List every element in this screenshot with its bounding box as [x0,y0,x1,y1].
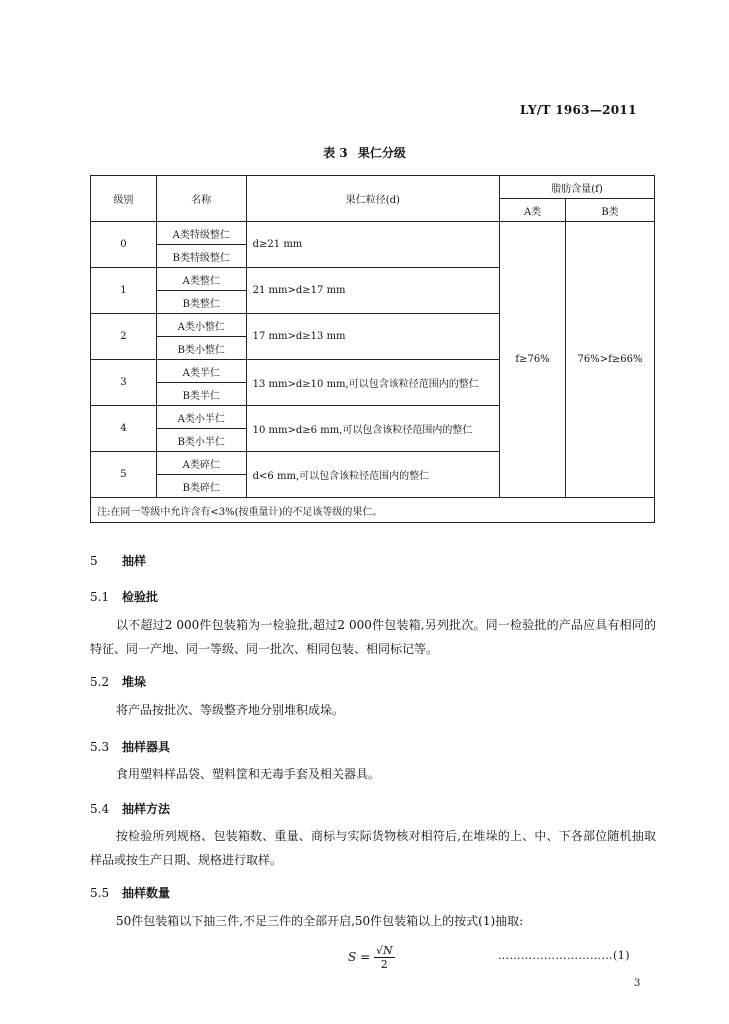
section-5-3-heading [90,738,170,755]
name-cell: B类小整仁 [156,337,246,360]
name-cell: B类特级整仁 [156,245,246,268]
fat-b-cell: 76%>f≥66% [566,222,655,498]
table-row [91,222,655,245]
section-5-1-text: 以不超过2 000件包装箱为一检验批,超过2 000件包装箱,另列批次。同一检验批的产品应具有相同的特征、同一产地、同一等级、同一批次、相同包装、相同标记等。 [90,618,656,656]
section-title: 检验批 [122,590,159,604]
size-cell: d≥21 mm [246,222,499,268]
formula-number: …………………………(1) [498,949,631,962]
section-5-4-heading [90,800,170,817]
name-cell: A类整仁 [156,268,246,291]
size-cell: 21 mm>d≥17 mm [246,268,499,314]
fat-a-cell: f≥76% [500,222,566,498]
table-note-row [91,498,655,523]
size-cell: d<6 mm,可以包含该粒径范围内的整仁 [246,452,499,498]
header-name: 名称 [156,176,246,222]
size-cell: 13 mm>d≥10 mm,可以包含该粒径范围内的整仁 [246,360,499,406]
section-number: 5.1 [90,590,110,604]
section-number: 5.4 [90,802,110,816]
name-cell: B类整仁 [156,291,246,314]
header-fat: 脂肪含量(f) [500,176,655,199]
section-title: 堆垛 [122,675,147,689]
name-cell: A类小半仁 [156,406,246,429]
formula-lhs: S [348,950,357,964]
name-cell: B类小半仁 [156,429,246,452]
grade-cell: 1 [91,268,157,314]
sample-size-formula [348,944,395,971]
table-header-row [91,176,655,199]
formula-equals: = [360,950,371,964]
formula-fraction [374,944,395,971]
section-5-1-heading [90,588,158,605]
formula-denominator: 2 [380,958,388,971]
grade-cell: 4 [91,406,157,452]
name-cell: A类小整仁 [156,314,246,337]
name-cell: A类半仁 [156,360,246,383]
section-number: 5.5 [90,886,110,900]
table-caption [0,144,729,161]
section-title: 抽样器具 [122,740,171,754]
section-number: 5.3 [90,740,110,754]
grade-cell: 0 [91,222,157,268]
grade-cell: 3 [91,360,157,406]
header-size: 果仁粒径(d) [246,176,499,222]
section-title: 抽样方法 [122,802,171,816]
size-cell: 10 mm>d≥6 mm,可以包含该粒径范围内的整仁 [246,406,499,452]
section-5-3-text: 食用塑料样品袋、塑料筐和无毒手套及相关器具。 [116,767,381,781]
size-cell: 17 mm>d≥13 mm [246,314,499,360]
header-grade: 级别 [91,176,157,222]
page-number: 3 [634,978,641,989]
grade-cell: 2 [91,314,157,360]
grade-cell: 5 [91,452,157,498]
section-title: 抽样 [122,554,147,568]
name-cell: A类碎仁 [156,452,246,475]
table-note: 注:在同一等级中允许含有<3%(按重量计)的不足该等级的果仁。 [91,498,655,523]
table-caption-label: 表 3 [323,146,348,160]
name-cell: B类碎仁 [156,475,246,498]
formula-numerator: √N [375,944,393,957]
section-number: 5.2 [90,675,110,689]
section-5-5-heading [90,884,170,901]
header-fat-a: A类 [500,199,566,222]
table-caption-title: 果仁分级 [357,146,406,160]
section-5-2-heading [90,673,146,690]
name-cell: B类半仁 [156,383,246,406]
section-5-heading [90,552,146,569]
header-fat-b: B类 [566,199,655,222]
section-title: 抽样数量 [122,886,171,900]
kernel-grade-table [90,175,655,523]
standard-number: LY/T 1963—2011 [520,103,637,117]
section-5-2-text: 将产品按批次、等级整齐地分别堆积成垛。 [116,703,345,717]
section-number: 5 [90,554,98,568]
name-cell: A类特级整仁 [156,222,246,245]
section-5-5-text: 50件包装箱以下抽三件,不足三件的全部开启,50件包装箱以上的按式(1)抽取: [116,914,524,928]
section-5-4-text: 按检验所列规格、包装箱数、重量、商标与实际货物核对相符后,在堆垛的上、中、下各部位随机抽取样品或按生产日期、规格进行取样。 [90,829,656,867]
